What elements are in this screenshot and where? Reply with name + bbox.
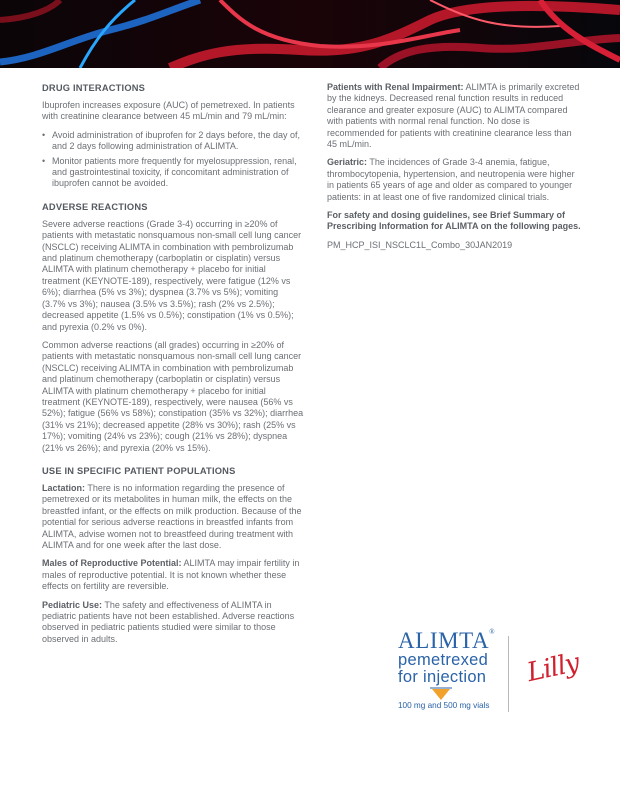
lilly-logo: Lilly <box>524 647 582 689</box>
lactation-label: Lactation: <box>42 482 86 493</box>
drug-interactions-intro: Ibuprofen increases exposure (AUC) of pemetrexed. In patients with creatinine clearance between 45 mL/min and 79 mL/min: <box>42 100 295 122</box>
right-column <box>327 82 582 251</box>
vials-text: 100 mg and 500 mg vials <box>398 701 490 710</box>
list-item: • Monitor patients more frequently for myelosuppression, renal, and gastrointestinal toxicity, if concomitant administration of ibuprofen cannot be avoided. <box>42 156 304 190</box>
renal-text: ALIMTA is primarily excreted by the kidneys. Decreased renal function results in reduced clearance and greater exposure (AUC) to ALIMTA compared with patients with normal renal function. No dose is recommended for patients with creatinine clearance less than 45 mL/min. <box>327 82 580 150</box>
adverse-reactions-common-text: Common adverse reactions (all grades) occurring in ≥20% of patients with metastatic nonsquamous non-small cell lung cancer (NSCLC) receiving ALIMTA in combination with pembrolizumab and platinum chemotherapy (carboplatin or cisplatin) versus ALIMTA with platinum chemotherapy + placebo for initial treatment (KEYNOTE-189), respectively, were nausea (56% vs 52%); fatigue (56% vs 58%); constipation (35% vs 32%); diarrhea (31% vs 21%); decreased appetite (28% vs 30%); rash (25% vs 17%); vomiting (24% vs 23%); cough (21% vs 28%); dyspnea (21% vs 26%); and pyrexia (20% vs 15%). <box>42 339 304 453</box>
pediatric-paragraph <box>42 600 304 646</box>
geriatric-paragraph <box>327 157 582 203</box>
alimta-brand-name: ALIMTA® <box>398 628 496 653</box>
lactation-text: There is no information regarding the presence of pemetrexed or its metabolites in human milk, the effects on the breastfed infant, or the effects on milk production. Because of the potential for serious adverse reactions in breastfed infants from ALIMTA, advise women not to breastfeed during treatment with ALIMTA and for one week after the last dose. <box>42 482 302 550</box>
list-item: • Avoid administration of ibuprofen for 2 days before, the day of, and 2 days following administration of ALIMTA. <box>42 130 304 153</box>
drug-interactions-list <box>42 130 304 190</box>
safety-guidelines-note: For safety and dosing guidelines, see Brief Summary of Prescribing Information for ALIMTA on the following pages. <box>327 210 581 232</box>
pemetrexed-text: pemetrexed <box>398 651 489 669</box>
header-banner-image <box>0 0 620 68</box>
pediatric-text: The safety and effectiveness of ALIMTA in pediatric patients have not been established. Adverse reactions observed in pediatric patients studied were similar to those observed in adults. <box>42 599 295 644</box>
left-column <box>42 82 304 652</box>
logo-divider <box>508 636 509 712</box>
pediatric-label: Pediatric Use: <box>42 599 103 610</box>
triangle-icon <box>430 687 452 701</box>
document-code: PM_HCP_ISI_NSCLC1L_Combo_30JAN2019 <box>327 239 513 250</box>
adverse-reactions-severe-text: Severe adverse reactions (Grade 3-4) occurring in ≥20% of patients with metastatic nonsquamous non-small cell lung cancer (NSCLC) receiving ALIMTA in combination with pembrolizumab and platinum chemotherapy (carboplatin or cisplatin) versus ALIMTA with platinum chemotherapy + placebo for initial treatment (KEYNOTE-189), respectively, were fatigue (12% vs 6%); diarrhea (5% vs 3%); dyspnea (3.7% vs 5%); vomiting (3.7% vs 3%); nausea (3.5% vs 3.5%); rash (2% vs 2.5%); decreased appetite (1.5% vs 0.5%); constipation (1% vs 0.5%); and pyrexia (0.2% vs 0%). <box>42 218 302 332</box>
lactation-paragraph <box>42 483 304 551</box>
males-label: Males of Reproductive Potential: <box>42 558 182 569</box>
adverse-reactions-heading: ADVERSE REACTIONS <box>42 201 148 212</box>
males-paragraph <box>42 558 304 592</box>
for-injection-text: for injection <box>398 668 487 686</box>
specific-populations-heading: USE IN SPECIFIC PATIENT POPULATIONS <box>42 465 236 476</box>
geriatric-text: The incidences of Grade 3-4 anemia, fatigue, thrombocytopenia, hypertension, and neutropenia were higher in patients 65 years of age and older as compared to younger patients: in at least one of five randomized clinical trials. <box>327 157 575 202</box>
drug-interactions-heading: DRUG INTERACTIONS <box>42 83 146 93</box>
renal-label: Patients with Renal Impairment: <box>327 82 464 92</box>
renal-paragraph <box>327 82 582 150</box>
registered-mark: ® <box>489 628 496 636</box>
geriatric-label: Geriatric: <box>327 157 368 168</box>
males-text: ALIMTA may impair fertility in males of reproductive potential. It is not known whether these effects on fertility are reversible. <box>42 558 300 592</box>
